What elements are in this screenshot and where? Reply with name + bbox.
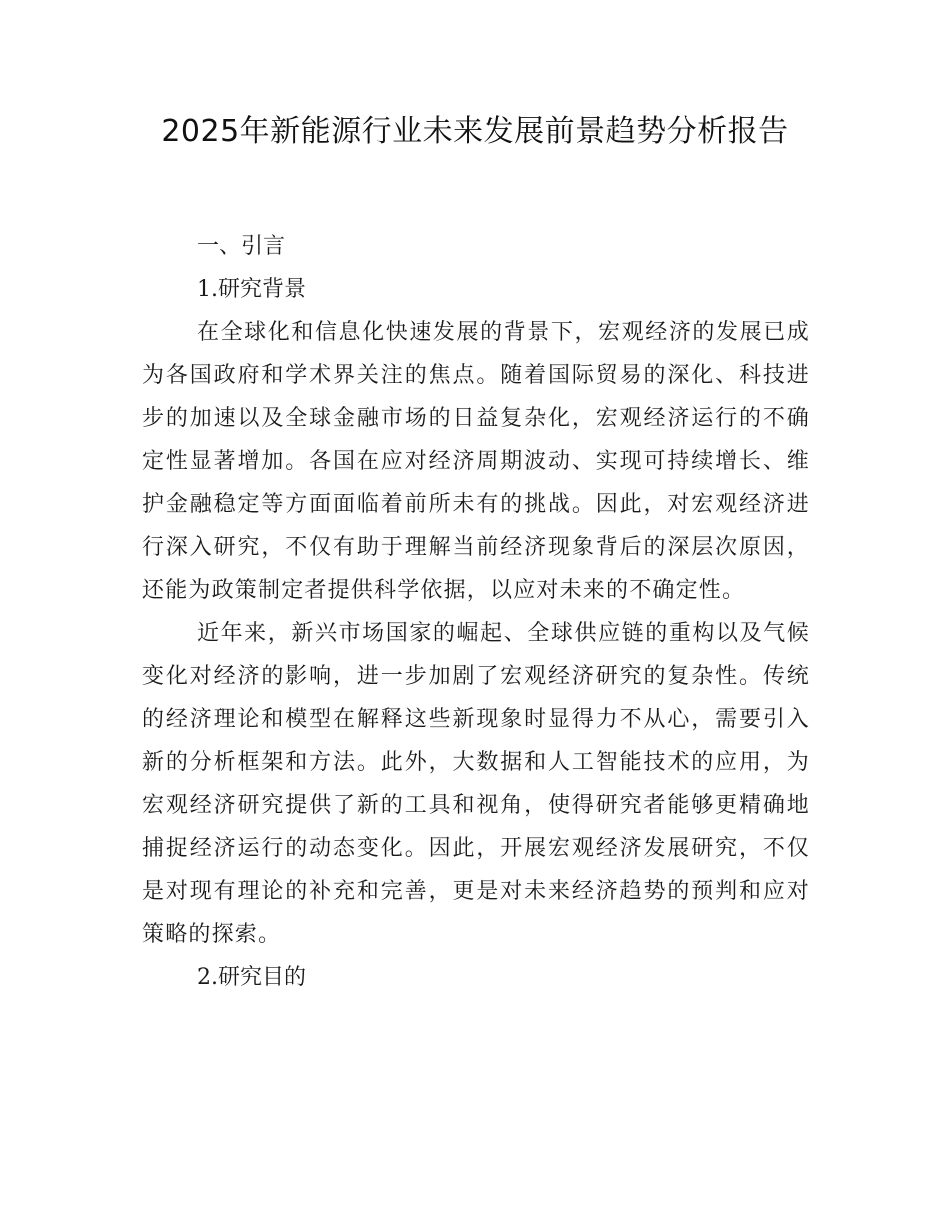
document-body	[142, 225, 810, 999]
subsection-heading-background: 1.研究背景	[197, 277, 306, 302]
subsection-heading-purpose: 2.研究目的	[197, 965, 306, 990]
paragraph-background-1: 在全球化和信息化快速发展的背景下，宏观经济的发展已成为各国政府和学术界关注的焦点。随着国际贸易的深化、科技进步的加速以及全球金融市场的日益复杂化，宏观经济运行的不确定性显著增加。各国在应对经济周期波动、实现可持续增长、维护金融稳定等方面面临着前所未有的挑战。因此，对宏观经济进行深入研究，不仅有助于理解当前经济现象背后的深层次原因，还能为政策制定者提供科学依据，以应对未来的不确定性。	[142, 320, 810, 603]
section-heading-introduction: 一、引言	[197, 234, 286, 259]
paragraph-background-2: 近年来，新兴市场国家的崛起、全球供应链的重构以及气候变化对经济的影响，进一步加剧了宏观经济研究的复杂性。传统的经济理论和模型在解释这些新现象时显得力不从心，需要引入新的分析框架和方法。此外，大数据和人工智能技术的应用，为宏观经济研究提供了新的工具和视角，使得研究者能够更精确地捕捉经济运行的动态变化。因此，开展宏观经济发展研究，不仅是对现有理论的补充和完善，更是对未来经济趋势的预判和应对策略的探索。	[142, 621, 810, 947]
document-title: 2025年新能源行业未来发展前景趋势分析报告	[161, 114, 789, 149]
